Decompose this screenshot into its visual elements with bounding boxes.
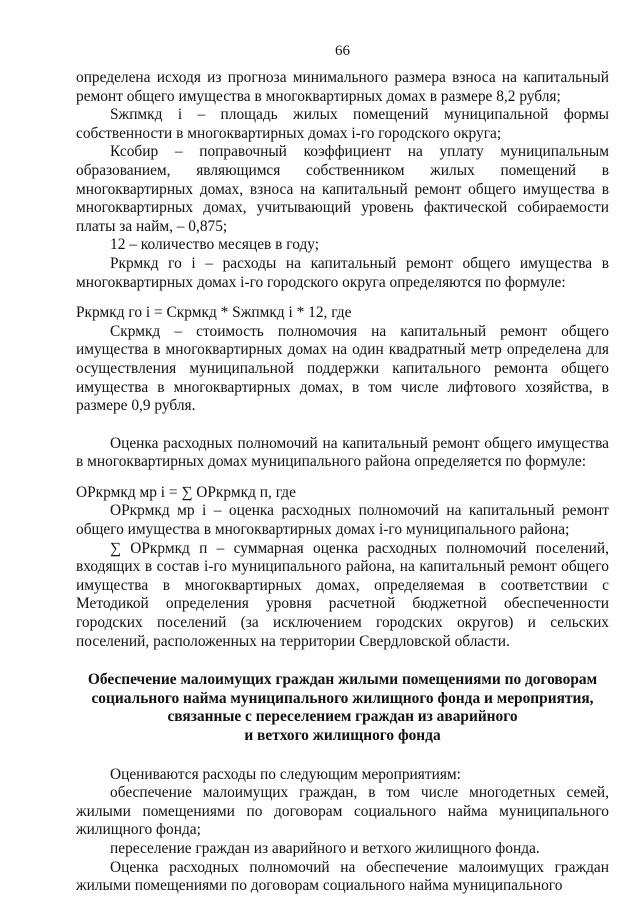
section-heading-line: и ветхого жилищного фонда <box>244 727 441 744</box>
page-number: 66 <box>335 43 350 59</box>
paragraph-s-area-definition: Sжпмкд i – площадь жилых помещений муниципальной формы собственности в многоквартирных домах i-го городского округа; <box>76 106 609 142</box>
paragraph-cost-per-square-meter: Скрмкд – стоимость полномочия на капитальный ремонт общего имущества в многоквартирных домах на один квадратный метр определена для осуществления муниципальной поддержки капитального ремонта общего имущества в многоквартирных домах, в том числе лифтового хозяйства, в размере 0,9 рубля. <box>76 322 609 415</box>
paragraph-months-definition: 12 – количество месяцев в году; <box>110 236 320 254</box>
paragraph-housing-assessment-start: Оценка расходных полномочий на обеспечение малоимущих граждан жилыми помещениями по договорам социального найма муниципального <box>76 858 609 895</box>
paragraph-assessed-activities: Оцениваются расходы по следующим мероприятиям: <box>110 765 461 783</box>
paragraph-activity-housing-provision: обеспечение малоимущих граждан, в том числе многодетных семей, жилыми помещениями по договорам социального найма муниципального жилищного фонда; <box>76 784 609 839</box>
section-heading-line: социального найма муниципального жилищного фонда и мероприятия, <box>91 689 594 707</box>
paragraph-district-assessment: Оценка расходных полномочий на капитальный ремонт общего имущества в многоквартирных домах муниципального района определяется по формуле: <box>76 434 609 471</box>
paragraph-continuation: определена исходя из прогноза минимального размера взноса на капитальный ремонт общего имущества в многоквартирных домах в размере 8,2 рубля; <box>76 69 609 105</box>
paragraph-settlements-sum-definition: ∑ ОРкрмкд п – суммарная оценка расходных полномочий поселений, входящих в состав i-го муниципального района, на капитальный ремонт общего имущества в многоквартирных домах, определяемая в соответствии с Методикой определения уровня расчетной бюджетной обеспеченности городских поселений (за исключением городских округов) и сельских поселений, расположенных на территории Свердловской области. <box>76 539 609 650</box>
paragraph-district-assessment-definition: ОРкрмкд мр i – оценка расходных полномочий на капитальный ремонт общего имущества в многоквартирных домах i-го муниципального района; <box>76 502 609 539</box>
paragraph-activity-resettlement: переселение граждан из аварийного и ветхого жилищного фонда. <box>110 839 540 857</box>
section-heading-line: Обеспечение малоимущих граждан жилыми помещениями по договорам <box>87 671 598 689</box>
section-heading-line: связанные с переселением граждан из аварийного <box>167 708 518 726</box>
formula-urban-district: Ркрмкд го i = Скрмкд * Sжпмкд i * 12, где <box>76 304 352 322</box>
document-page <box>76 42 609 896</box>
section-heading <box>76 671 609 745</box>
paragraph-urban-district-expenses: Ркрмкд го i – расходы на капитальный ремонт общего имущества в многоквартирных домах i-го городского округа определяются по формуле: <box>76 254 609 291</box>
paragraph-k-coefficient-definition: Ксобир – поправочный коэффициент на уплату муниципальным образованием, являющимся собственником жилых помещений в многоквартирных домах, взноса на капитальный ремонт общего имущества в многоквартирных домах, учитывающий уровень фактической собираемости платы за найм, – 0,875; <box>76 143 609 235</box>
formula-municipal-district: ОРкрмкд мр i = ∑ ОРкрмкд п, где <box>76 483 296 501</box>
